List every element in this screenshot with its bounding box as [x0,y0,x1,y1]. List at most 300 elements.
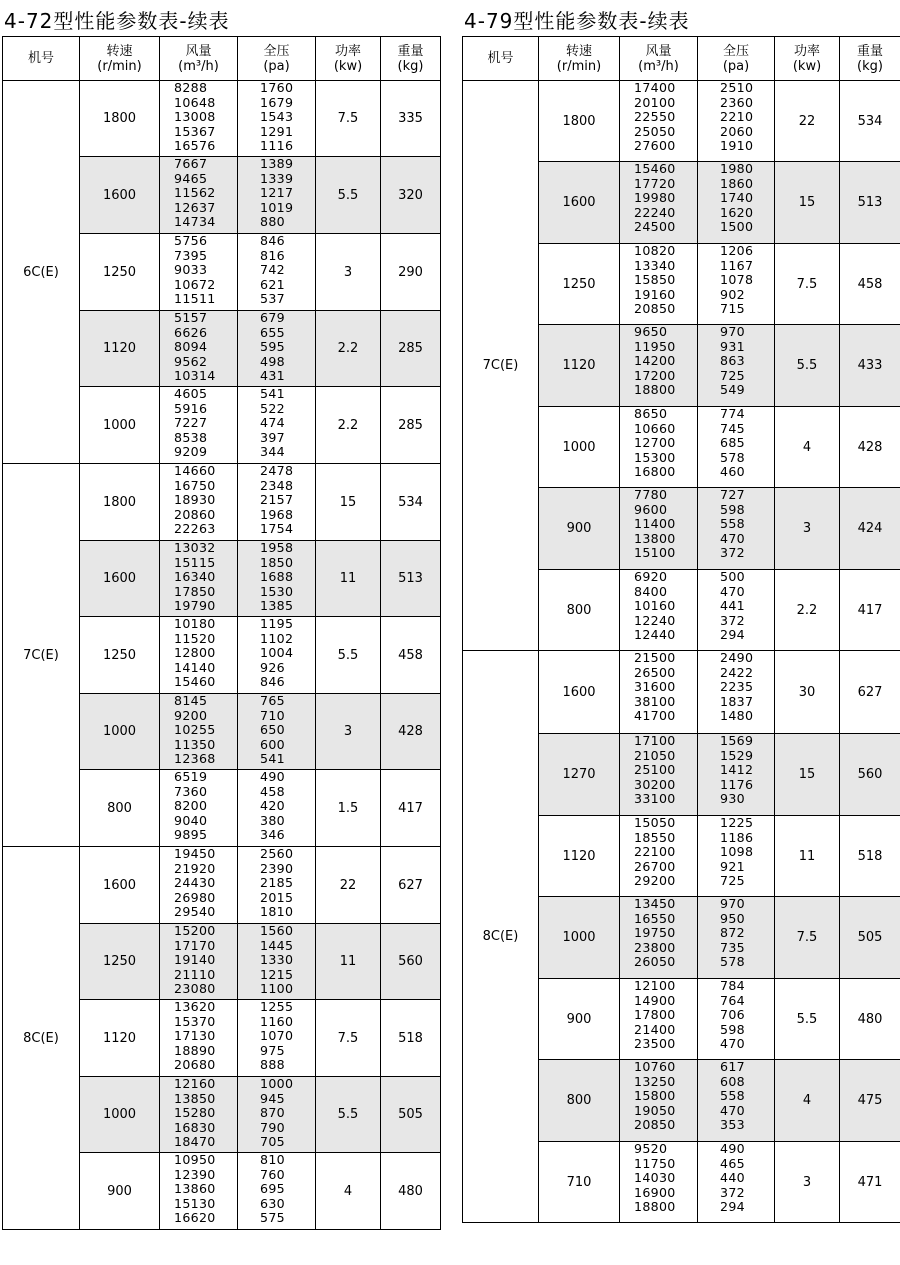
table-body [3,81,441,1230]
airflow-value: 29540 [174,905,216,920]
pressure-value: 1910 [720,139,754,154]
airflow-value: 12637 [174,200,216,215]
pressure-cell [238,694,316,770]
airflow-value: 18550 [634,830,676,845]
airflow-cell [620,162,698,244]
pressure-value: 2060 [720,124,754,139]
airflow-value: 21500 [634,651,676,665]
pressure-cell [238,770,316,847]
pressure-value: 1070 [260,1029,294,1044]
pressure-value: 685 [720,436,745,451]
pressure-value: 745 [720,421,745,436]
airflow-value: 18470 [174,1135,216,1150]
pressure-value: 2348 [260,478,294,493]
speed-cell: 800 [80,770,160,847]
airflow-cell [160,770,238,847]
pressure-cell [238,1077,316,1153]
power-cell: 5.5 [316,617,381,694]
airflow-value: 26500 [634,665,676,680]
weight-cell: 285 [381,311,441,387]
airflow-value: 11350 [174,737,216,752]
power-cell: 22 [775,81,840,162]
pressure-value: 578 [720,450,745,465]
pressure-value: 2210 [720,110,754,125]
pressure-value: 1389 [260,157,294,171]
pressure-value: 460 [720,465,745,480]
speed-cell: 1250 [80,234,160,311]
weight-cell: 475 [840,1060,900,1142]
pressure-value: 880 [260,215,285,230]
speed-cell: 1600 [539,651,620,734]
airflow-cell [160,81,238,157]
airflow-value: 8145 [174,694,208,708]
speed-cell: 1600 [539,162,620,244]
airflow-value: 6920 [634,570,668,584]
airflow-cell [620,407,698,488]
airflow-value: 29200 [634,874,676,889]
airflow-value: 13340 [634,258,676,273]
pressure-value: 595 [260,340,285,355]
performance-table [462,36,900,1223]
power-cell: 5.5 [775,979,840,1060]
pressure-cell [238,541,316,617]
airflow-value: 9465 [174,171,208,186]
airflow-value: 12368 [174,752,216,767]
header-airflow [620,37,698,81]
header-pressure-line: 全压 [722,43,749,59]
pressure-value: 2157 [260,493,294,508]
table-row [3,464,441,541]
weight-cell: 320 [381,157,441,234]
pressure-value: 810 [260,1153,285,1167]
speed-cell: 900 [539,979,620,1060]
airflow-value: 13800 [634,531,676,546]
airflow-value: 11562 [174,186,216,201]
header-speed-line: 转速 [565,43,592,59]
pressure-value: 500 [720,570,745,584]
airflow-value: 7227 [174,416,208,431]
airflow-value: 18800 [634,383,676,398]
airflow-value: 12800 [174,646,216,661]
table-title: 4-72型性能参数表-续表 [4,9,230,33]
pressure-cell [238,387,316,464]
power-cell: 5.5 [316,157,381,234]
pressure-value: 490 [720,1142,745,1156]
pressure-value: 598 [720,1022,745,1037]
airflow-value: 15300 [634,450,676,465]
airflow-cell [160,311,238,387]
pressure-value: 706 [720,1008,745,1023]
pressure-value: 1217 [260,186,294,201]
pressure-value: 344 [260,445,285,460]
header-power-line: 功率 [793,43,820,59]
airflow-cell [160,464,238,541]
airflow-value: 5916 [174,401,208,416]
model-cell: 7C(E) [3,464,80,847]
pressure-cell [238,1000,316,1077]
pressure-value: 926 [260,660,285,675]
power-cell: 11 [316,924,381,1000]
airflow-value: 15050 [634,816,676,830]
pressure-value: 1810 [260,905,294,920]
pressure-value: 695 [260,1182,285,1197]
airflow-cell [620,1142,698,1223]
pressure-value: 902 [720,287,745,302]
pressure-value: 710 [260,708,285,723]
pressure-value: 458 [260,784,285,799]
pressure-value: 1980 [720,162,754,176]
pressure-cell [698,407,775,488]
airflow-value: 16800 [634,465,676,480]
airflow-value: 22240 [634,205,676,220]
weight-cell: 417 [381,770,441,847]
speed-cell: 1800 [539,81,620,162]
weight-cell: 518 [381,1000,441,1077]
airflow-value: 25050 [634,124,676,139]
pressure-value: 1968 [260,507,294,522]
airflow-value: 17100 [634,734,676,748]
pressure-value: 1000 [260,1077,294,1091]
pressure-value: 1740 [720,191,754,206]
airflow-value: 21920 [174,861,216,876]
airflow-value: 22263 [174,522,216,537]
airflow-value: 13620 [174,1000,216,1014]
speed-cell: 1600 [80,847,160,924]
airflow-cell [160,387,238,464]
airflow-value: 8288 [174,81,208,95]
pressure-value: 2015 [260,890,294,905]
airflow-value: 24430 [174,876,216,891]
pressure-value: 630 [260,1196,285,1211]
pressure-value: 930 [720,792,745,807]
pressure-value: 440 [720,1171,745,1186]
airflow-value: 9033 [174,263,208,278]
pressure-value: 1480 [720,709,754,724]
airflow-value: 13032 [174,541,216,555]
pressure-value: 1195 [260,617,294,631]
airflow-value: 13450 [634,897,676,911]
weight-cell: 480 [381,1153,441,1230]
pressure-value: 441 [720,599,745,614]
airflow-value: 15370 [174,1014,216,1029]
speed-cell: 1000 [539,897,620,979]
pressure-value: 650 [260,723,285,738]
pressure-value: 679 [260,311,285,325]
airflow-value: 20680 [174,1058,216,1073]
header-row [3,37,441,81]
airflow-value: 14030 [634,1171,676,1186]
pressure-cell [238,924,316,1000]
pressure-value: 537 [260,292,285,307]
airflow-value: 26980 [174,890,216,905]
pressure-value: 846 [260,675,285,690]
airflow-value: 16550 [634,911,676,926]
pressure-value: 470 [720,1103,745,1118]
airflow-cell [620,244,698,325]
airflow-value: 9650 [634,325,668,339]
airflow-value: 7780 [634,488,668,502]
pressure-value: 2235 [720,680,754,695]
pressure-cell [238,81,316,157]
power-cell: 3 [316,694,381,770]
header-airflow-line: (m³/h) [638,58,679,74]
pressure-cell [238,311,316,387]
table-body [463,81,900,1223]
airflow-value: 7395 [174,248,208,263]
airflow-value: 14734 [174,215,216,230]
power-cell: 15 [316,464,381,541]
airflow-cell [160,234,238,311]
airflow-value: 19140 [174,953,216,968]
pressure-value: 1098 [720,845,754,860]
airflow-cell [620,979,698,1060]
pressure-value: 1850 [260,555,294,570]
pressure-value: 541 [260,752,285,767]
pressure-cell [698,816,775,897]
pressure-value: 549 [720,383,745,398]
model-cell: 7C(E) [463,81,539,651]
airflow-cell [160,694,238,770]
airflow-value: 4605 [174,387,208,401]
airflow-value: 15280 [174,1106,216,1121]
pressure-value: 1167 [720,258,754,273]
pressure-value: 1837 [720,694,754,709]
pressure-value: 1688 [260,570,294,585]
weight-cell: 480 [840,979,900,1060]
airflow-value: 16900 [634,1185,676,1200]
airflow-value: 10180 [174,617,216,631]
airflow-value: 12440 [634,628,676,643]
pressure-cell [698,162,775,244]
header-speed [80,37,160,81]
header-pressure-line: (pa) [263,58,290,74]
airflow-value: 18930 [174,493,216,508]
power-cell: 7.5 [316,1000,381,1077]
airflow-value: 41700 [634,709,676,724]
pressure-value: 2490 [720,651,754,665]
power-cell: 15 [775,162,840,244]
pressure-value: 742 [260,263,285,278]
pressure-value: 1754 [260,522,294,537]
pressure-value: 774 [720,407,745,421]
weight-cell: 534 [381,464,441,541]
airflow-value: 6519 [174,770,208,784]
airflow-value: 20850 [634,302,676,317]
airflow-value: 9209 [174,445,208,460]
airflow-value: 25100 [634,763,676,778]
header-weight [381,37,441,81]
airflow-value: 33100 [634,792,676,807]
airflow-value: 15800 [634,1089,676,1104]
airflow-value: 9600 [634,502,668,517]
pressure-value: 870 [260,1106,285,1121]
airflow-value: 15367 [174,124,216,139]
airflow-value: 15100 [634,546,676,561]
airflow-value: 18890 [174,1043,216,1058]
header-speed-line: (r/min) [97,58,142,74]
airflow-value: 13008 [174,110,216,125]
header-pressure-line: 全压 [263,43,290,59]
pressure-value: 725 [720,368,745,383]
pressure-cell [698,1142,775,1223]
pressure-value: 578 [720,955,745,970]
airflow-value: 9895 [174,828,208,843]
speed-cell: 1600 [80,541,160,617]
airflow-value: 10648 [174,95,216,110]
power-cell: 5.5 [316,1077,381,1153]
weight-cell: 471 [840,1142,900,1223]
pressure-value: 1958 [260,541,294,555]
pressure-value: 931 [720,339,745,354]
weight-cell: 417 [840,570,900,651]
pressure-value: 575 [260,1211,285,1226]
speed-cell: 1120 [80,311,160,387]
pressure-value: 970 [720,325,745,339]
airflow-value: 6626 [174,325,208,340]
pressure-value: 760 [260,1167,285,1182]
header-power [316,37,381,81]
airflow-value: 17720 [634,176,676,191]
header-airflow-line: (m³/h) [178,58,219,74]
power-cell: 4 [316,1153,381,1230]
weight-cell: 428 [381,694,441,770]
pressure-value: 872 [720,926,745,941]
airflow-cell [160,1000,238,1077]
airflow-value: 10820 [634,244,676,258]
power-cell: 7.5 [316,81,381,157]
weight-cell: 513 [840,162,900,244]
airflow-cell [160,847,238,924]
header-weight-line: 重量 [856,43,883,59]
power-cell: 3 [316,234,381,311]
pressure-value: 1339 [260,171,294,186]
header-speed [539,37,620,81]
pressure-value: 1176 [720,777,754,792]
airflow-value: 15460 [634,162,676,176]
pressure-value: 765 [260,694,285,708]
header-power [775,37,840,81]
airflow-value: 13850 [174,1091,216,1106]
airflow-value: 11520 [174,631,216,646]
pressure-value: 2390 [260,861,294,876]
model-cell: 6C(E) [3,81,80,464]
table-row [3,847,441,924]
airflow-value: 7360 [174,784,208,799]
airflow-cell [620,488,698,570]
airflow-cell [620,81,698,162]
airflow-value: 16340 [174,570,216,585]
header-power-line: (kw) [792,58,822,74]
pressure-value: 970 [720,897,745,911]
power-cell: 11 [775,816,840,897]
power-cell: 30 [775,651,840,734]
pressure-value: 1225 [720,816,754,830]
pressure-value: 1385 [260,599,294,614]
pressure-value: 465 [720,1156,745,1171]
pressure-value: 725 [720,874,745,889]
speed-cell: 1600 [80,157,160,234]
airflow-value: 15850 [634,273,676,288]
airflow-value: 13860 [174,1182,216,1197]
airflow-cell [620,816,698,897]
weight-cell: 627 [840,651,900,734]
airflow-value: 8400 [634,584,668,599]
pressure-value: 621 [260,277,285,292]
weight-cell: 560 [840,734,900,816]
pressure-cell [238,464,316,541]
power-cell: 7.5 [775,897,840,979]
pressure-value: 372 [720,546,745,561]
speed-cell: 1120 [80,1000,160,1077]
pressure-value: 598 [720,502,745,517]
pressure-cell [238,617,316,694]
weight-cell: 290 [381,234,441,311]
pressure-cell [238,1153,316,1230]
weight-cell: 433 [840,325,900,407]
airflow-value: 31600 [634,680,676,695]
airflow-value: 17130 [174,1029,216,1044]
airflow-value: 12240 [634,613,676,628]
speed-cell: 1250 [80,924,160,1000]
pressure-value: 1569 [720,734,754,748]
speed-cell: 1000 [539,407,620,488]
power-cell: 5.5 [775,325,840,407]
airflow-value: 10255 [174,723,216,738]
airflow-value: 26700 [634,859,676,874]
airflow-value: 14660 [174,464,216,478]
pressure-value: 1530 [260,584,294,599]
power-cell: 2.2 [316,387,381,464]
pressure-cell [698,979,775,1060]
airflow-value: 17200 [634,368,676,383]
airflow-value: 11750 [634,1156,676,1171]
pressure-cell [698,325,775,407]
weight-cell: 424 [840,488,900,570]
airflow-value: 21050 [634,748,676,763]
pressure-value: 353 [720,1118,745,1133]
speed-cell: 1000 [80,387,160,464]
weight-cell: 335 [381,81,441,157]
weight-cell: 560 [381,924,441,1000]
pressure-cell [698,651,775,734]
pressure-value: 380 [260,813,285,828]
table-row [463,651,900,734]
airflow-value: 8200 [174,799,208,814]
pressure-value: 727 [720,488,745,502]
pressure-value: 608 [720,1074,745,1089]
pressure-value: 1019 [260,200,294,215]
weight-cell: 627 [381,847,441,924]
header-model [463,37,539,81]
pressure-value: 397 [260,430,285,445]
airflow-cell [620,325,698,407]
airflow-value: 16830 [174,1120,216,1135]
airflow-value: 15460 [174,675,216,690]
airflow-value: 14900 [634,993,676,1008]
pressure-value: 1560 [260,924,294,938]
performance-table [2,36,441,1230]
table-header [3,37,441,81]
airflow-value: 10672 [174,277,216,292]
speed-cell: 1800 [80,464,160,541]
table-row [3,81,441,157]
model-cell: 8C(E) [3,847,80,1230]
airflow-value: 11400 [634,517,676,532]
weight-cell: 285 [381,387,441,464]
airflow-value: 15115 [174,555,216,570]
speed-cell: 710 [539,1142,620,1223]
pressure-value: 1760 [260,81,294,95]
